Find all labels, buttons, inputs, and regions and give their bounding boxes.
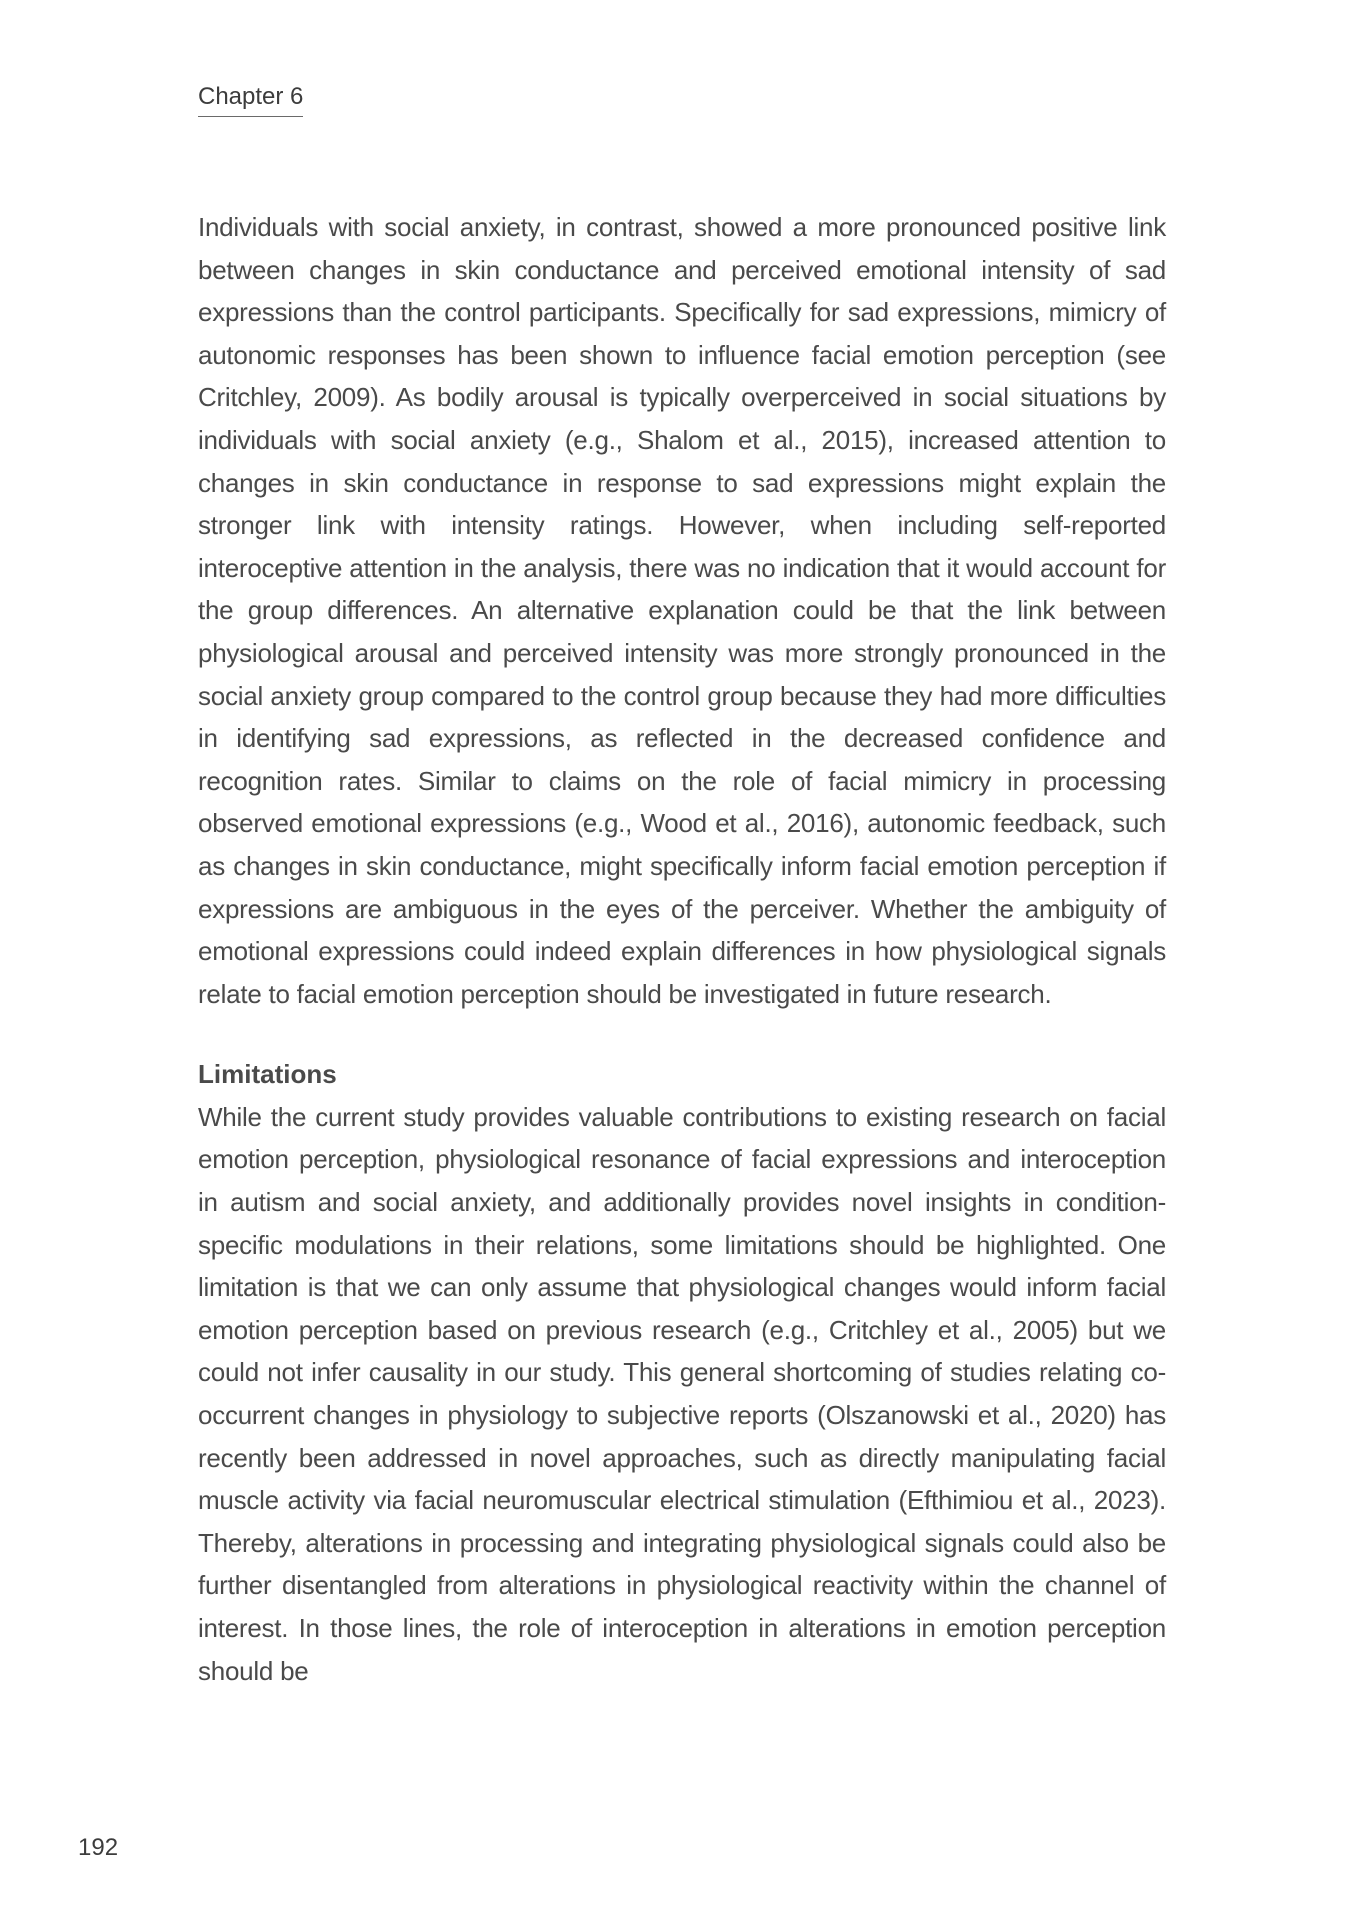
page-number: 192	[78, 1834, 119, 1861]
body-paragraph: While the current study provides valuable contributions to existing research on facial emotion perception, physiological resonance of facial expressions and interoception in autism and social anxiety, and additionally provides novel insights in condition-specific modulations in their relations, some limitations should be highlighted. One limitation is that we can only assume that physiological changes would inform facial emotion perception based on previous research (e.g., Critchley et al., 2005) but we could not infer causality in our study. This general shortcoming of studies relating co-occurrent changes in physiology to subjective reports (Olszanowski et al., 2020) has recently been addressed in novel approaches, such as directly manipulating facial muscle activity via facial neuromuscular electrical stimulation (Efthimiou et al., 2023). Thereby, alterations in processing and integrating physiological signals could also be further disentangled from alterations in physiological reactivity within the channel of interest. In those lines, the role of interoception in alterations in emotion perception should be	[198, 1101, 1166, 1686]
section-heading: Limitations	[198, 1059, 337, 1090]
body-paragraph: Individuals with social anxiety, in contrast, showed a more pronounced positive link between changes in skin conductance and perceived emotional intensity of sad expressions than the control participants. Specifically for sad expressions, mimicry of autonomic responses has been shown to influence facial emotion perception (see Critchley, 2009). As bodily arousal is typically overperceived in social situations by individuals with social anxiety (e.g., Shalom et al., 2015), increased attention to changes in skin conductance in response to sad expressions might explain the stronger link with intensity ratings. However, when including self-reported interoceptive attention in the analysis, there was no indication that it would account for the group differences. An alternative explanation could be that the link between physiological arousal and perceived intensity was more strongly pronounced in the social anxiety group compared to the control group because they had more difficulties in identifying sad expressions, as reflected in the decreased confidence and recognition rates. Similar to claims on the role of facial mimicry in processing observed emotional expressions (e.g., Wood et al., 2016), autonomic feedback, such as changes in skin conductance, might specifically inform facial emotion perception if expressions are ambiguous in the eyes of the perceiver. Whether the ambiguity of emotional expressions could indeed explain differences in how physiological signals relate to facial emotion perception should be investigated in future research.	[198, 212, 1166, 1009]
running-head: Chapter 6	[198, 82, 303, 117]
main-text	[198, 206, 1166, 1692]
